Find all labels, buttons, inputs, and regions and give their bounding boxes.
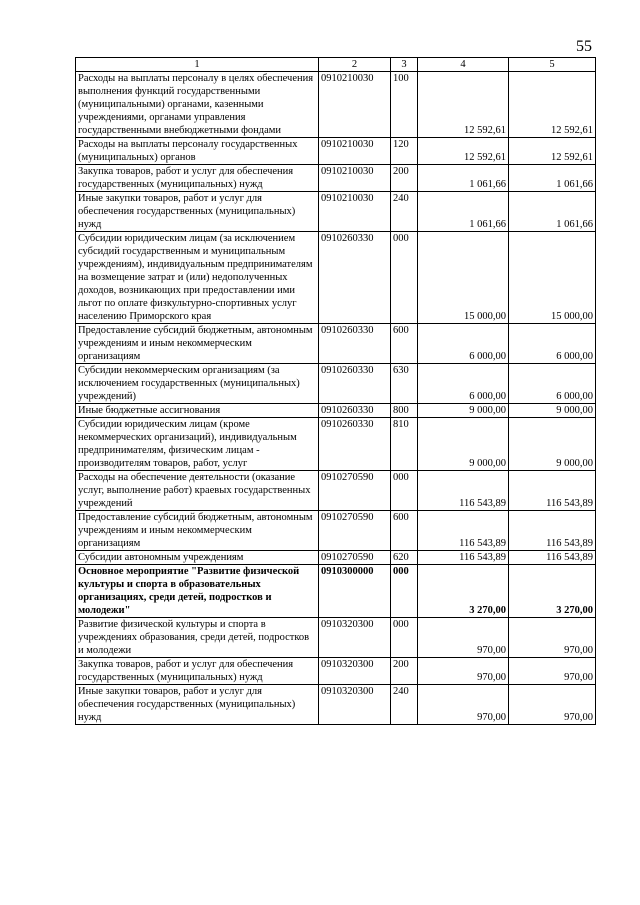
row-expense-kind: 800: [391, 404, 418, 418]
row-value-col4: 3 270,00: [418, 565, 509, 618]
row-name: Иные закупки товаров, работ и услуг для обеспечения государственных (муниципальных) нужд: [76, 685, 319, 725]
table-row: [76, 658, 596, 685]
row-expense-kind: 600: [391, 324, 418, 364]
row-value-col4: 9 000,00: [418, 418, 509, 471]
row-expense-kind: 100: [391, 72, 418, 138]
row-value-col4: 116 543,89: [418, 551, 509, 565]
table-row: [76, 404, 596, 418]
row-value-col5: 9 000,00: [509, 418, 596, 471]
row-name: Иные закупки товаров, работ и услуг для обеспечения государственных (муниципальных) нужд: [76, 192, 319, 232]
row-name: Предоставление субсидий бюджетным, автономным учреждениям и иным некоммерческим организациям: [76, 324, 319, 364]
table-row: [76, 232, 596, 324]
row-value-col5: 970,00: [509, 658, 596, 685]
row-value-col5: 6 000,00: [509, 364, 596, 404]
row-value-col4: 6 000,00: [418, 364, 509, 404]
row-expense-kind: 120: [391, 138, 418, 165]
row-expense-kind: 200: [391, 165, 418, 192]
row-expense-kind: 000: [391, 471, 418, 511]
row-name: Расходы на выплаты персоналу в целях обеспечения выполнения функций государственными (муниципальными) органами, казенными учреждениями, органами управления государственными внебюджетными фондами: [76, 72, 319, 138]
row-name: Расходы на выплаты персоналу государственных (муниципальных) органов: [76, 138, 319, 165]
row-value-col4: 9 000,00: [418, 404, 509, 418]
row-name: Субсидии автономным учреждениям: [76, 551, 319, 565]
row-expense-kind: 810: [391, 418, 418, 471]
table-row: [76, 165, 596, 192]
row-code: 0910270590: [319, 471, 391, 511]
row-code: 0910260330: [319, 232, 391, 324]
row-value-col5: 3 270,00: [509, 565, 596, 618]
row-code: 0910270590: [319, 551, 391, 565]
table-row: [76, 551, 596, 565]
table-row: [76, 511, 596, 551]
column-header-5: 5: [509, 58, 596, 72]
row-value-col4: 12 592,61: [418, 138, 509, 165]
row-value-col5: 1 061,66: [509, 192, 596, 232]
budget-table: [75, 57, 596, 725]
table-row: [76, 192, 596, 232]
row-code: 0910320300: [319, 618, 391, 658]
row-code: 0910210030: [319, 192, 391, 232]
table-row: [76, 685, 596, 725]
row-name: Закупка товаров, работ и услуг для обеспечения государственных (муниципальных) нужд: [76, 165, 319, 192]
row-name: Субсидии юридическим лицам (за исключением субсидий государственным и муниципальным учреждениям), индивидуальным предпринимателям на возмещение затрат и (или) недополученных доходов, возникающих при предоставлении ими льгот по оплате физкультурно-спортивных услуг населению Приморского края: [76, 232, 319, 324]
row-value-col4: 1 061,66: [418, 192, 509, 232]
row-code: 0910270590: [319, 511, 391, 551]
row-code: 0910210030: [319, 72, 391, 138]
row-code: 0910300000: [319, 565, 391, 618]
row-name: Субсидии юридическим лицам (кроме некоммерческих организаций), индивидуальным предпринимателям, физическим лицам - производителям товаров, работ, услуг: [76, 418, 319, 471]
row-value-col5: 116 543,89: [509, 551, 596, 565]
row-value-col4: 970,00: [418, 618, 509, 658]
row-expense-kind: 240: [391, 192, 418, 232]
row-value-col5: 9 000,00: [509, 404, 596, 418]
row-value-col5: 970,00: [509, 685, 596, 725]
row-value-col4: 116 543,89: [418, 471, 509, 511]
row-expense-kind: 000: [391, 565, 418, 618]
table-row: [76, 364, 596, 404]
row-name: Иные бюджетные ассигнования: [76, 404, 319, 418]
table-row: [76, 618, 596, 658]
row-name: Расходы на обеспечение деятельности (оказание услуг, выполнение работ) краевых государственных учреждений: [76, 471, 319, 511]
row-code: 0910260330: [319, 418, 391, 471]
table-row: [76, 324, 596, 364]
row-code: 0910260330: [319, 364, 391, 404]
row-value-col4: 15 000,00: [418, 232, 509, 324]
column-header-1: 1: [76, 58, 319, 72]
table-row: [76, 72, 596, 138]
row-name: Закупка товаров, работ и услуг для обеспечения государственных (муниципальных) нужд: [76, 658, 319, 685]
row-value-col5: 6 000,00: [509, 324, 596, 364]
table-row: [76, 418, 596, 471]
row-code: 0910210030: [319, 165, 391, 192]
column-header-2: 2: [319, 58, 391, 72]
row-code: 0910260330: [319, 324, 391, 364]
row-expense-kind: 000: [391, 618, 418, 658]
row-value-col5: 15 000,00: [509, 232, 596, 324]
row-code: 0910210030: [319, 138, 391, 165]
table-header-row: [76, 58, 596, 72]
row-name: Развитие физической культуры и спорта в учреждениях образования, среди детей, подростков и молодежи: [76, 618, 319, 658]
row-value-col5: 970,00: [509, 618, 596, 658]
table-row: [76, 471, 596, 511]
table-row: [76, 138, 596, 165]
row-value-col5: 12 592,61: [509, 138, 596, 165]
row-expense-kind: 620: [391, 551, 418, 565]
row-name: Предоставление субсидий бюджетным, автономным учреждениям и иным некоммерческим организациям: [76, 511, 319, 551]
page-number: 55: [576, 38, 592, 55]
row-expense-kind: 000: [391, 232, 418, 324]
row-code: 0910260330: [319, 404, 391, 418]
row-value-col4: 1 061,66: [418, 165, 509, 192]
column-header-3: 3: [391, 58, 418, 72]
row-code: 0910320300: [319, 658, 391, 685]
row-value-col5: 116 543,89: [509, 471, 596, 511]
row-value-col4: 116 543,89: [418, 511, 509, 551]
row-name: Основное мероприятие "Развитие физической культуры и спорта в образовательных организациях, среди детей, подростков и молодежи": [76, 565, 319, 618]
row-value-col4: 970,00: [418, 658, 509, 685]
row-value-col5: 1 061,66: [509, 165, 596, 192]
row-expense-kind: 240: [391, 685, 418, 725]
row-code: 0910320300: [319, 685, 391, 725]
row-expense-kind: 200: [391, 658, 418, 685]
row-value-col5: 12 592,61: [509, 72, 596, 138]
row-value-col4: 6 000,00: [418, 324, 509, 364]
row-expense-kind: 600: [391, 511, 418, 551]
row-value-col5: 116 543,89: [509, 511, 596, 551]
row-value-col4: 970,00: [418, 685, 509, 725]
row-expense-kind: 630: [391, 364, 418, 404]
column-header-4: 4: [418, 58, 509, 72]
table-row: [76, 565, 596, 618]
row-value-col4: 12 592,61: [418, 72, 509, 138]
row-name: Субсидии некоммерческим организациям (за исключением государственных (муниципальных) учреждений): [76, 364, 319, 404]
